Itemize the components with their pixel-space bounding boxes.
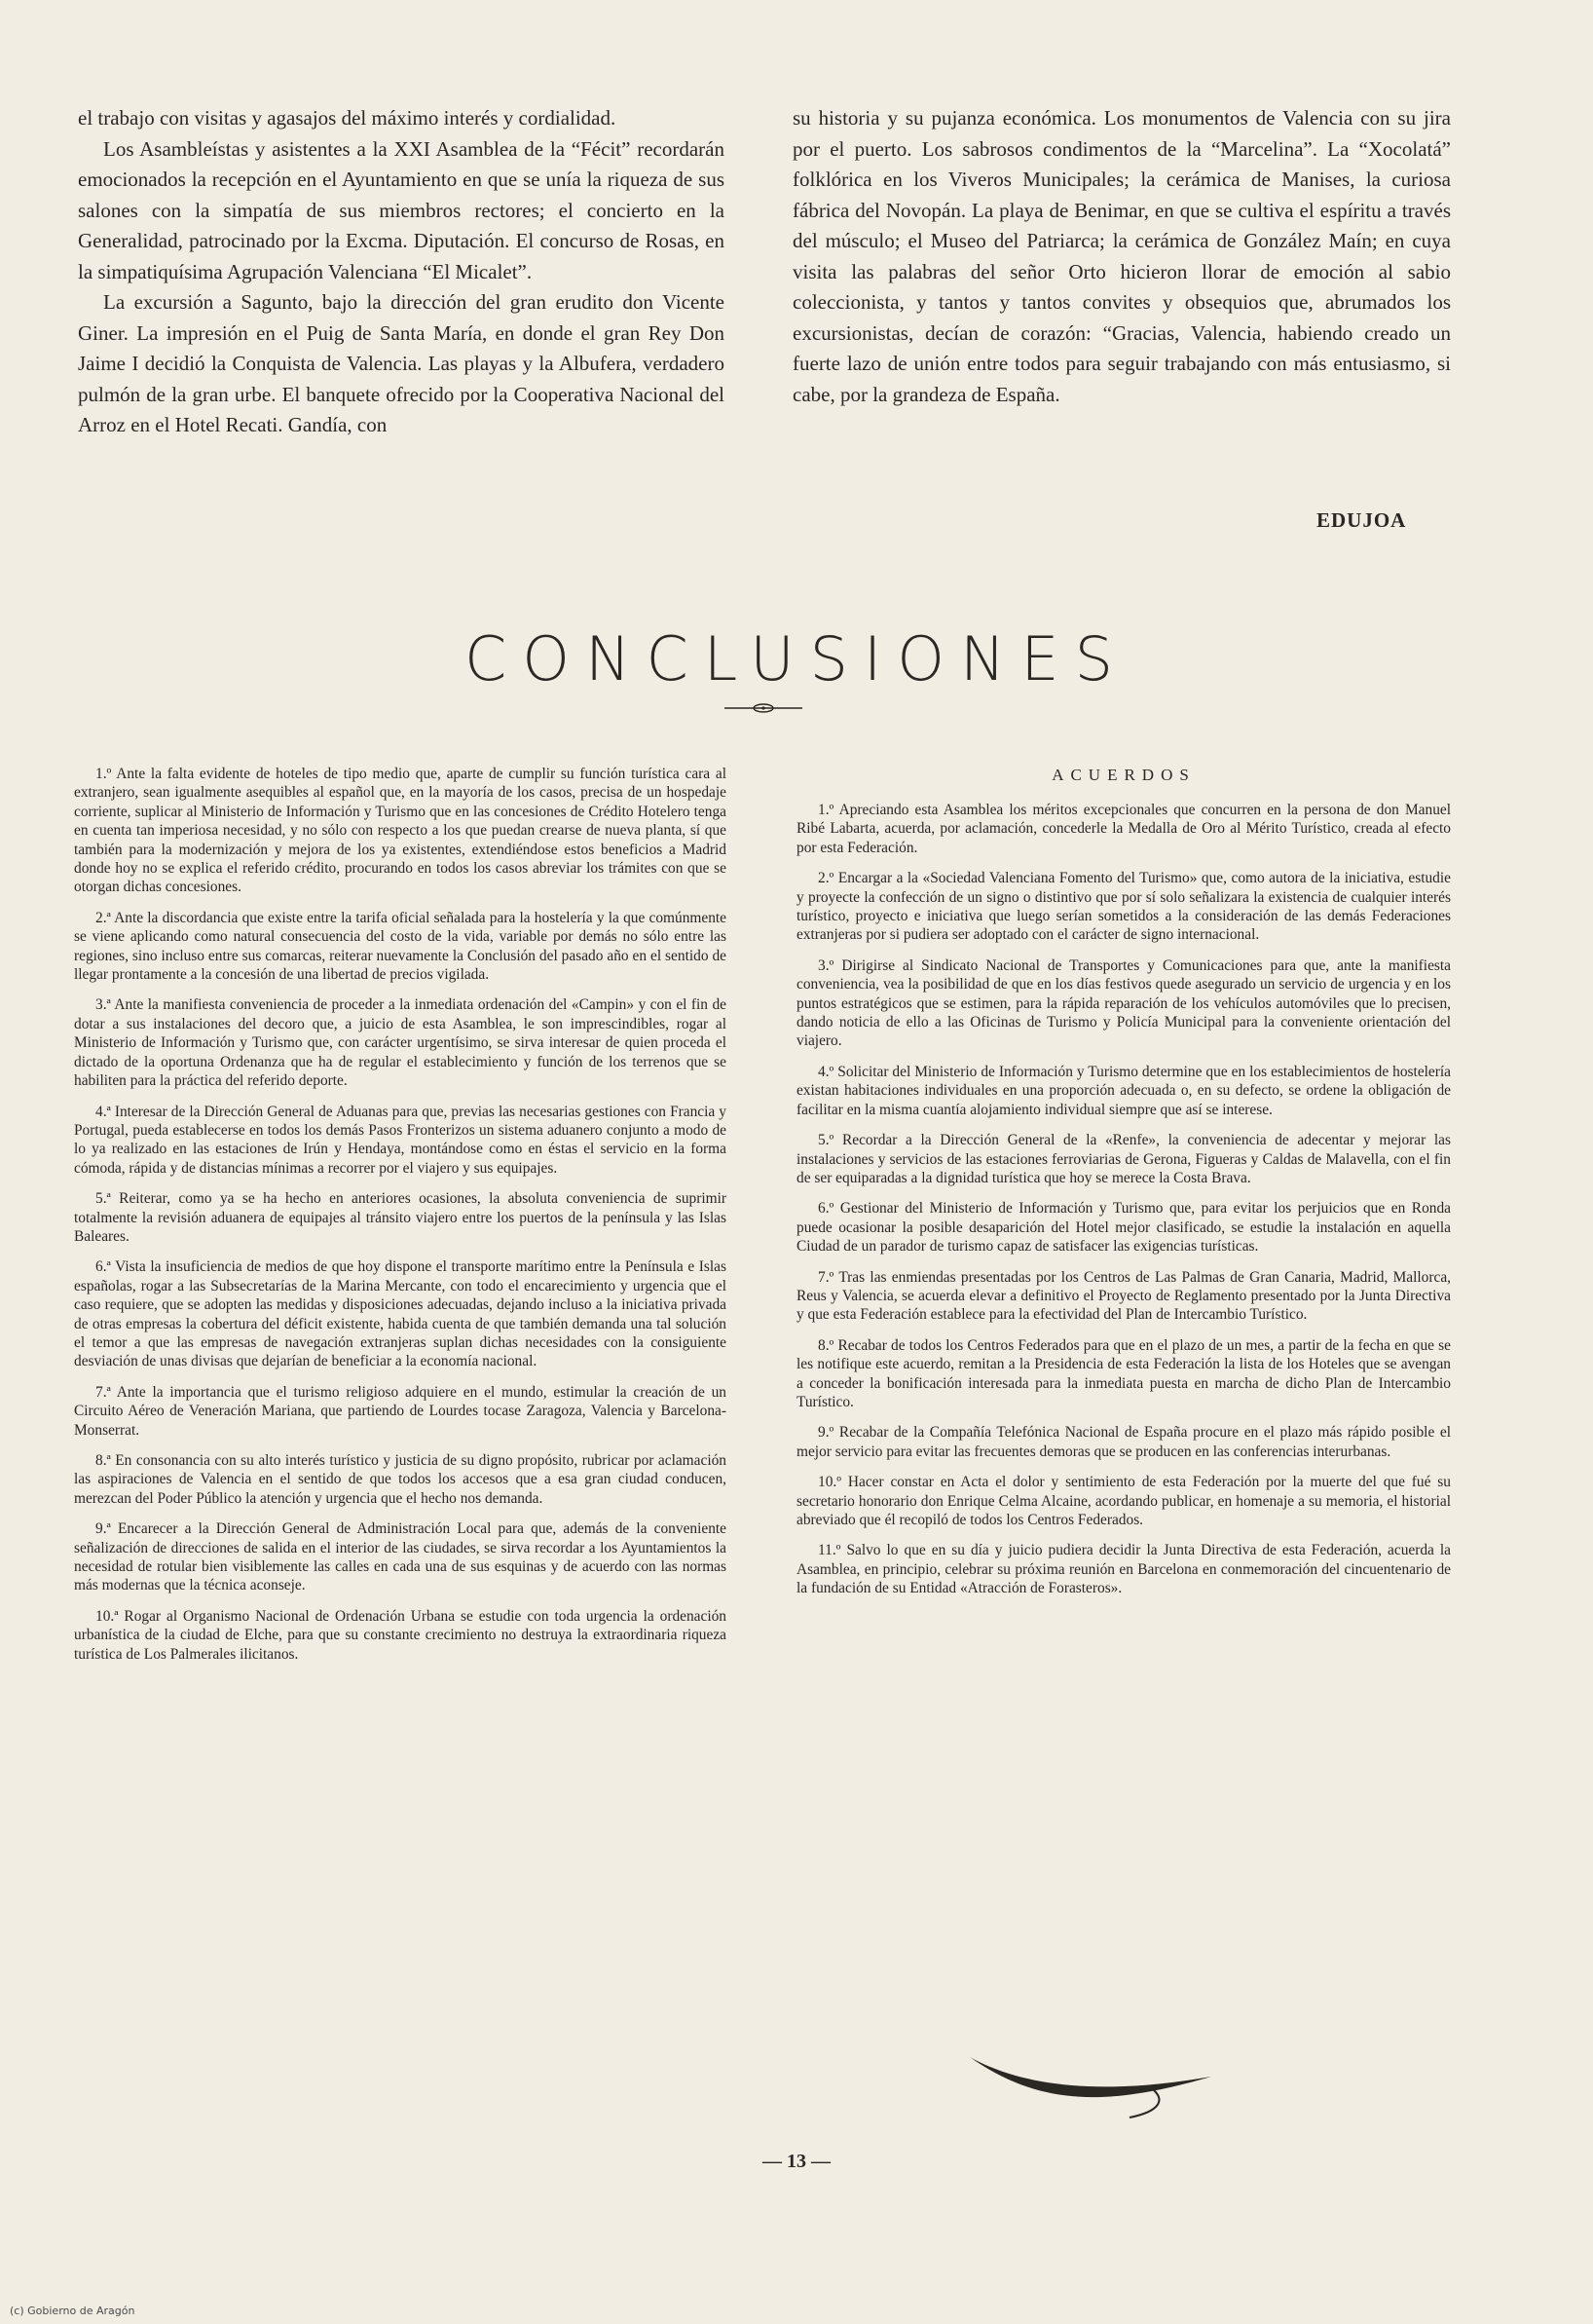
acuerdo-item: 1.º Apreciando esta Asamblea los méritos excepcionales que concurren en la persona de don Manuel Ribé Labarta, acuerda, por aclamación, concederle la Medalla de Oro al Mérito Turístico, creada al efecto por esta Federación.	[796, 802, 1451, 856]
conclusion-item: 1.º Ante la falta evidente de hoteles de tipo medio que, aparte de cumplir su función turística cara al extranjero, sean igualmente asequibles al español que, en la mayoría de los casos, precisa de un hospedaje corriente, suplicar al Ministerio de Información y Turismo que en las concesiones de Crédito Hotelero tenga en cuenta tan imperiosa necesidad, y no sólo con respecto a los que puedan crearse de nueva planta, sí que también para la modernización y mejora de los ya existentes, extendiéndose estos beneficios a Madrid donde hoy no se explica el referido crédito, procurando en todos los casos abreviar los trámites con que se otorgan dichas concesiones.	[74, 766, 726, 896]
conclusion-item: 6.ª Vista la insuficiencia de medios de que hoy dispone el transporte marítimo entre la Península e Islas españolas, rogar a las Subsecretarías de la Marina Mercante, con todo el encarecimiento y urgencia que el caso requiere, que se adopten las medidas y disposiciones adecuadas, dejando incluso a la iniciativa privada de otras empresas la cobertura del déficit existente, habida cuenta de que también demanda una tal solución el temor a que las empresas de navegación extranjeras suplan dichas necesidades con la consiguiente desviación de unas divisas que dejarían de beneficiar a la economía nacional.	[74, 1258, 726, 1370]
intro-paragraph: Los Asambleístas y asistentes a la XXI Asamblea de la “Fécit” recordarán emocionados la recepción en el Ayuntamiento en que se unía la riqueza de sus salones con la simpatía de sus miembros rectores; el concierto en la Generalidad, patrocinado por la Excma. Diputación. El concurso de Rosas, en la simpatiquísima Agrupación Valenciana “El Micalet”.	[78, 136, 724, 283]
closing-flourish	[964, 2043, 1217, 2121]
intro-paragraph: su historia y su pujanza económica. Los monumentos de Valencia con su jira por el puerto. Los sabrosos condimentos de la “Marcelina”. La “Xocolatá” folklórica en los Viveros Municipales; la cerámica de Manises, la curiosa fábrica del Novopán. La playa de Benimar, en que se cultiva el espíritu a través del músculo; el Museo del Patriarca; la cerámica de González Maín; en cuya visita las palabras del señor Orto hicieron llorar de emoción al sabio coleccionista, y tantos y tantos convites y obsequios que, abrumados los excursionistas, decían de corazón: “Gracias, Valencia, habiendo creado un fuerte lazo de unión entre todos para seguir trabajando con más entusiasmo, si cabe, por la grandeza de España.	[793, 106, 1451, 406]
acuerdo-item: 9.º Recabar de la Compañía Telefónica Nacional de España procure en el plazo más rápido posible el mejor servicio para evitar las frecuentes demoras que se producen en las conferencias interurbanas.	[796, 1424, 1451, 1460]
conclusion-item: 9.ª Encarecer a la Dirección General de Administración Local para que, además de la conveniente señalización de direcciones de salida en el interior de las ciudades, se sirva recordar a los Ayuntamientos la necesidad de rotular bien visiblemente las calles en cada una de sus esquinas y de acuerdo con las normas más modernas que la técnica aconseje.	[74, 1520, 726, 1594]
title-ornament	[722, 701, 804, 715]
acuerdo-item: 8.º Recabar de todos los Centros Federados para que en el plazo de un mes, a partir de la fecha en que se les notifique este acuerdo, remitan a la Presidencia de esta Federación la lista de los Hoteles que se avengan a conceder la bonificación interesada para la inmediata puesta en marcha de dicho Plan de Intercambio Turístico.	[796, 1336, 1451, 1410]
conclusion-item: 3.ª Ante la manifiesta conveniencia de proceder a la inmediata ordenación del «Campin» y con el fin de dotar a sus instalaciones del decoro que, a juicio de esta Asamblea, le son imprescindibles, rogar al Ministerio de Información y Turismo que, con carácter urgentísimo, se sirva interesar de quien proceda el dictado de la oportuna Ordenanza que ha de regular el establecimiento y función de los terrenos que se habiliten para la práctica del referido deporte.	[74, 996, 726, 1090]
acuerdo-item: 11.º Salvo lo que en su día y juicio pudiera decidir la Junta Directiva de esta Federación, acuerda la Asamblea, en principio, celebrar su próxima reunión en Barcelona en conmemoración del cincuentenario de la fundación de su Entidad «Atracción de Forasteros».	[796, 1542, 1451, 1597]
intro-paragraph: el trabajo con visitas y agasajos del máximo interés y cordialidad.	[78, 106, 616, 130]
acuerdo-item: 6.º Gestionar del Ministerio de Información y Turismo que, para evitar los perjuicios que en Ronda puede ocasionar la posible desaparición del Hotel mejor clasificado, se estudie la instalación en aquella Ciudad de un parador de turismo capaz de satisfacer las exigencias turísticas.	[796, 1200, 1451, 1256]
acuerdo-item: 4.º Solicitar del Ministerio de Información y Turismo determine que en los establecimientos de hostelería existan habitaciones individuales en una proporción adecuada o, en su defecto, se ordene la obligación de facilitar en la misma cuantía alojamiento individual siempre que así se interese.	[796, 1063, 1451, 1118]
copyright-notice: (c) Gobierno de Aragón	[10, 2305, 135, 2317]
acuerdos-heading: ACUERDOS	[1052, 766, 1196, 784]
intro-right-column	[793, 103, 1451, 410]
conclusion-item: 10.ª Rogar al Organismo Nacional de Ordenación Urbana se estudie con toda urgencia la ordenación urbanística de la ciudad de Elche, para que su constante crecimiento no destruya la extraordinaria riqueza turística de Los Palmerales ilicitanos.	[74, 1607, 726, 1663]
page-number: — 13 —	[762, 2151, 831, 2172]
acuerdo-item: 10.º Hacer constar en Acta el dolor y sentimiento de esta Federación por la muerte del que fué su secretario honorario don Enrique Celma Alcaine, acordando publicar, en homenaje a su memoria, el historial abreviado que él recopiló de todos los Centros Federados.	[796, 1474, 1451, 1528]
conclusion-item: 5.ª Reiterar, como ya se ha hecho en anteriores ocasiones, la absoluta conveniencia de suprimir totalmente la revisión aduanera de equipajes al tránsito viajero entre los puertos de la península y las Islas Baleares.	[74, 1190, 726, 1245]
acuerdo-item: 5.º Recordar a la Dirección General de la «Renfe», la conveniencia de adecentar y mejorar las instalaciones y servicios de las estaciones ferroviarias de Gerona, Figueras y Caldas de Malavella, con el fin de ser equiparadas a la dignidad turística que hoy se merece la Costa Brava.	[796, 1132, 1451, 1186]
acuerdo-item: 3.º Dirigirse al Sindicato Nacional de Transportes y Comunicaciones para que, ante la manifiesta conveniencia, vea la posibilidad de que en los días festivos quede asegurado un servicio de urgencia y en los puntos estratégicos que se estimen, para la rápida reparación de los vehículos automóviles que lo precisen, dando noticia de ello a las Oficinas de Turismo y Policía Municipal para la conveniente orientación del viajero.	[796, 956, 1451, 1050]
intro-left-column	[78, 103, 724, 441]
section-title: CONCLUSIONES	[464, 623, 1129, 694]
conclusion-item: 7.ª Ante la importancia que el turismo religioso adquiere en el mundo, estimular la creación de un Circuito Aéreo de Veneración Mariana, que partiendo de Lourdes tocase Zaragoza, Valencia y Barcelona-Monserrat.	[74, 1383, 726, 1439]
conclusion-item: 4.ª Interesar de la Dirección General de Aduanas para que, previas las necesarias gestiones con Francia y Portugal, pueda establecerse en todos los demás Pasos Fronterizos un sistema aduanero conjunto a modo de lo ya realizado en las estaciones de Irún y Hendaya, montándose como en éstas el servicio en la forma cómoda, rápida y de distancias mínimas a recorrer por el viajero y sus equipajes.	[74, 1103, 726, 1177]
acuerdos-list	[796, 801, 1451, 1610]
conclusion-item: 2.ª Ante la discordancia que existe entre la tarifa oficial señalada para la hostelería y la que comúnmente se viene aplicando como natural consecuencia del costo de la vida, variable por demás no sólo entre las regiones, sino incluso entre sus comarcas, reiterar nuevamente la Conclusión del pasado año en el sentido de llegar prontamente a la concesión de una libertad de precios vigilada.	[74, 909, 726, 984]
acuerdo-item: 2.º Encargar a la «Sociedad Valenciana Fomento del Turismo» que, como autora de la iniciativa, estudie y proyecte la confección de un signo o distintivo que por sí solo señalizara la existencia de cualquier interés turístico, proyecto e iniciativa que luego serían sometidos a la consideración de las demás Federaciones extranjeras por si pudiera ser adoptado con el carácter de signo internacional.	[796, 870, 1451, 944]
intro-paragraph: La excursión a Sagunto, bajo la dirección del gran erudito don Vicente Giner. La impresión en el Puig de Santa María, en donde el gran Rey Don Jaime I decidió la Conquista de Valencia. Las playas y la Albufera, verdadero pulmón de la gran urbe. El banquete ofrecido por la Cooperativa Nacional del Arroz en el Hotel Recati. Gandía, con	[78, 290, 724, 436]
conclusion-item: 8.ª En consonancia con su alto interés turístico y justicia de su digno propósito, rubricar por aclamación las aspiraciones de Valencia en el sentido de que todos los accesos que a esa gran ciudad conducen, merezcan del Poder Público la atención y urgencia que el hecho nos demanda.	[74, 1452, 726, 1507]
author-signature: EDUJOA	[1316, 508, 1407, 532]
conclusiones-list	[74, 765, 726, 1675]
acuerdo-item: 7.º Tras las enmiendas presentadas por los Centros de Las Palmas de Gran Canaria, Madrid, Mallorca, Reus y Valencia, se acuerda elevar a definitivo el Proyecto de Reglamento presentado por la Junta Directiva y que esta Federación establece para la efectividad del Plan de Intercambio Turístico.	[796, 1268, 1451, 1324]
